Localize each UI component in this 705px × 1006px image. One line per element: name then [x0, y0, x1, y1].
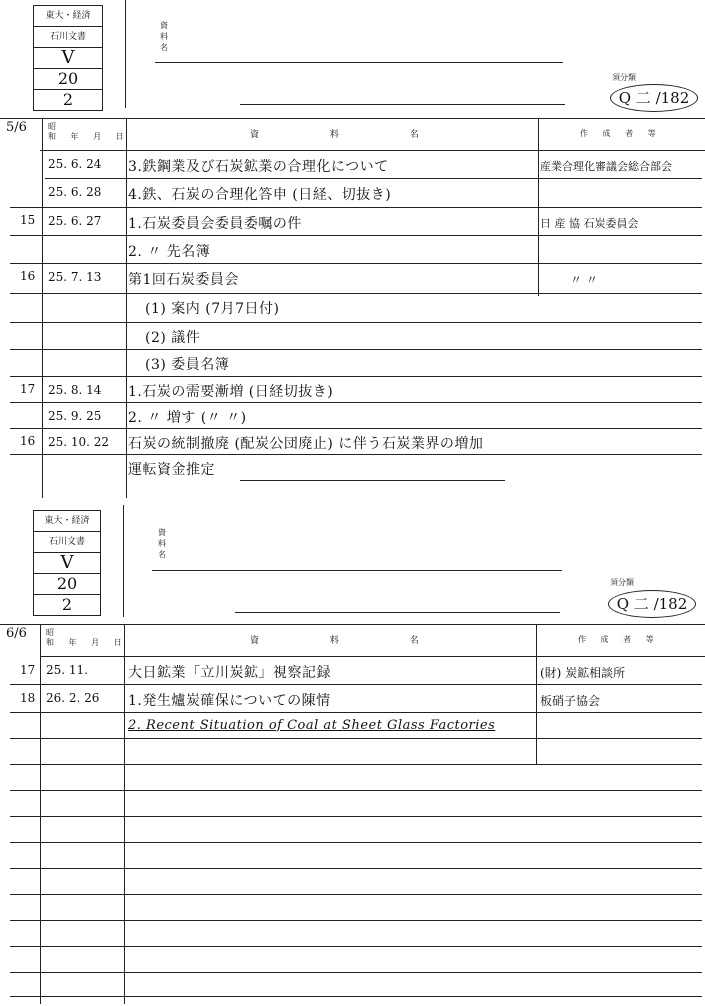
title-header: 資 料 名 [250, 130, 453, 140]
era-label: 昭 [48, 122, 56, 131]
stamp-collection: 石川文書 [34, 532, 100, 553]
author-header: 作 成 者 等 [580, 129, 662, 138]
date-header: 和 年 月 日 [46, 638, 128, 647]
table-row: 25. 6. 24 3.鉄鋼業及び石炭鉱業の合理化について 産業合理化審議会総合部会 [48, 157, 672, 175]
archive-stamp [33, 510, 101, 616]
material-label: 資 料 名 [158, 528, 166, 559]
table-row: 17 25. 11. 大日鉱業「立川炭鉱」視察記録 (財) 炭鉱相談所 [20, 663, 626, 681]
table-row: 25. 9. 25 2. 〃 増す (〃 〃) [48, 409, 247, 426]
table-row: 15 25. 6. 27 1.石炭委員会委員委嘱の件 日 産 協 石炭委員会 [20, 213, 639, 232]
table-row: 16 25. 10. 22 石炭の統制撤廃 (配炭公団廃止) に伴う石炭業界の増加 [20, 434, 484, 452]
table-row: (3) 委員名簿 [145, 357, 230, 373]
page-frac: 5/6 [6, 120, 27, 135]
stamp-num2: 2 [62, 90, 74, 109]
table-row: 2. Recent Situation of Coal at Sheet Glass Factories [128, 718, 496, 733]
class-code-oval: Q 二 /182 [610, 84, 698, 112]
stamp-num2: 2 [61, 595, 73, 614]
table-row: 2. 〃 先名簿 [128, 244, 211, 260]
table-row: 18 26. 2. 26 1.発生爐炭確保についての陳情 板硝子協会 [20, 691, 601, 709]
table-row: 運転資金推定 [128, 462, 215, 478]
table-row: 16 25. 7. 13 第1回石炭委員会 〃 〃 [20, 269, 598, 288]
title-header: 資 料 名 [250, 636, 453, 646]
class-label: 須分類 [612, 73, 636, 82]
date-header: 和 年 月 日 [48, 132, 130, 141]
stamp-org: 東大・経済 [34, 6, 102, 27]
stamp-collection: 石川文書 [34, 27, 102, 48]
class-label: 須分類 [610, 578, 634, 587]
stamp-num1: 20 [34, 574, 100, 595]
stamp-vol: V [34, 48, 102, 69]
table-row: 17 25. 8. 14 1.石炭の需要漸増 (日経切抜き) [20, 382, 334, 400]
table-row: (2) 議件 [145, 330, 201, 346]
page-frac: 6/6 [6, 626, 27, 641]
stamp-vol: V [34, 553, 100, 574]
author-header: 作 成 者 等 [578, 635, 660, 644]
archive-stamp [33, 5, 103, 111]
stamp-num1: 20 [34, 69, 102, 90]
class-code-oval: Q 二 /182 [608, 590, 696, 618]
table-row: (1) 案内 (7月7日付) [145, 301, 280, 317]
era-label: 昭 [46, 628, 54, 637]
stamp-org: 東大・経済 [34, 511, 100, 532]
material-label: 資 料 名 [160, 21, 168, 52]
table-row: 25. 6. 28 4.鉄、石炭の合理化答申 (日経、切抜き) [48, 185, 392, 203]
